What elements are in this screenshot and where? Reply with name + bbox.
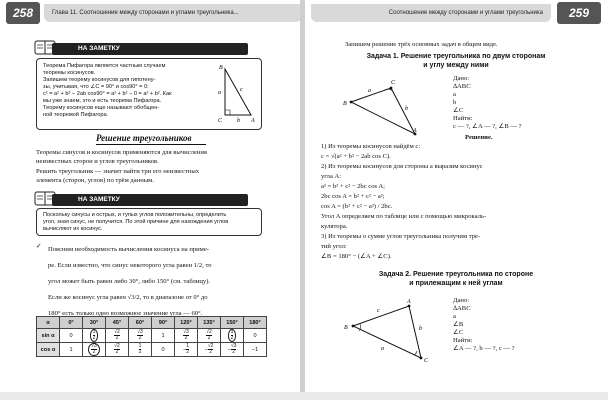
vertex-label-A: A	[413, 128, 417, 134]
table-row-cos	[37, 343, 267, 357]
table-cell: $\frac{√2}{2}$	[198, 329, 221, 343]
table-row-sin	[37, 329, 267, 343]
given-item: ∆ABC	[453, 305, 471, 312]
section-title: Решение треугольников	[96, 133, 192, 143]
task1-solution-title: Решение.	[465, 134, 493, 141]
para2-line: Решить треугольник — значит найти три его неизвестных	[36, 168, 200, 175]
find-title: Найти:	[453, 115, 473, 122]
paragraph-solve-definition	[36, 167, 298, 185]
note2-line: вычисляют их косинус.	[43, 226, 103, 232]
table-header-cell: 60°	[129, 317, 152, 329]
example-line: Если же косинус угла равен √3/2, то в диапазоне от 0° до	[48, 294, 208, 301]
note1-line: теоремы косинусов.	[43, 70, 96, 76]
solution-formula: 2bc cos A = b² + c² − a²;	[321, 193, 385, 200]
given-item: ∆ABC	[453, 83, 471, 90]
solution-step: 3) Из теоремы о сумме углов треугольника получим тре-	[321, 233, 481, 240]
note1-line: Запишем теорему косинусов для гипотену-	[43, 77, 156, 83]
given-item: ∠B	[453, 321, 464, 328]
trig-values-table	[36, 316, 267, 357]
example-line: Поясним необходимость вычисления косинуса на приме-	[48, 246, 209, 253]
given-item: a	[453, 313, 456, 320]
task2-given	[453, 297, 515, 353]
table-cell: −1	[244, 343, 267, 357]
table-header-cell: 30°	[83, 317, 106, 329]
vertex-label-C: C	[391, 80, 396, 86]
solution-formula: a² = b² + c² − 2bc cos A;	[321, 183, 385, 190]
note-tag-1: НА ЗАМЕТКУ	[52, 43, 248, 55]
vertex-label-B: B	[344, 325, 348, 331]
task2-title-line: Задача 2. Решение треугольника по стороне	[378, 271, 534, 278]
right-triangle-figure	[213, 61, 257, 125]
running-head-right: Соотношение между сторонами и углами треугольника	[311, 4, 551, 22]
note2-line: Поскольку синусы и острых, и тупых углов положительны, определить	[43, 212, 227, 218]
intro-line: Запишем решение трёх основных задач в общем виде.	[345, 41, 498, 48]
task2-title-line: и прилежащим к ней углам	[409, 280, 503, 287]
note-box-2	[36, 208, 262, 236]
note1-line: зы, учитывая, что ∠C = 90° и cos90° = 0:	[43, 84, 149, 90]
table-cell: $\frac{√2}{2}$	[106, 329, 129, 343]
example-paragraph	[48, 242, 298, 322]
solution-step: Угол A определяем по таблице или с помощью микрокаль-	[321, 213, 487, 220]
left-page	[0, 0, 300, 392]
task1-title	[321, 52, 591, 70]
given-item: a	[453, 91, 456, 98]
side-label-b: b	[419, 326, 422, 332]
vertex-label-C: C	[218, 118, 223, 124]
circled-value: $\frac{√3}{2}$	[88, 343, 100, 356]
find-title: Найти:	[453, 337, 473, 344]
solution-step: угла A:	[321, 173, 342, 180]
para2-line: элемента (сторон, углов) по трём данным.	[36, 177, 155, 184]
table-row-label: sin α	[37, 329, 60, 343]
vertex-label-A: A	[407, 299, 411, 305]
table-header-row	[37, 317, 267, 329]
table-cell: 0	[244, 329, 267, 343]
circled-value: $\frac{1}{2}$	[228, 329, 237, 342]
table-cell	[83, 343, 106, 357]
table-corner-cell: α	[37, 317, 60, 329]
table-cell: 0	[152, 343, 175, 357]
table-header-cell: 180°	[244, 317, 267, 329]
table-cell: $\frac{√3}{2}$	[175, 329, 198, 343]
circled-value: $\frac{1}{2}$	[90, 329, 99, 342]
table-header-cell: 45°	[106, 317, 129, 329]
find-item: ∠A — ?, b — ?, c — ?	[453, 345, 515, 352]
task1-title-line: Задача 1. Решение треугольника по двум сторонам	[366, 53, 546, 60]
note1-line: c² = a² + b² − 2ab cos90° = a² + b² − 0 = a² + b². Как	[43, 91, 172, 97]
table-cell: $\frac{√3}{2}$	[129, 329, 152, 343]
vertex-label-B: B	[219, 65, 223, 71]
table-cell: 1	[152, 329, 175, 343]
task1-given	[453, 75, 522, 131]
given-item: ∠C	[453, 329, 464, 336]
find-item: c — ?, ∠A — ?, ∠B — ?	[453, 123, 522, 130]
example-line: ре. Если известно, что синус некоторого угла равен 1/2, то	[48, 262, 212, 269]
vertex-label-B: B	[343, 101, 347, 107]
vertex-label-A: A	[251, 118, 255, 124]
given-item: b	[453, 99, 457, 106]
table-cell: 1	[60, 343, 83, 357]
note-tag-2: НА ЗАМЕТКУ	[52, 194, 248, 206]
solution-step: тий угол:	[321, 243, 347, 250]
table-header-cell: 90°	[152, 317, 175, 329]
right-page	[305, 0, 608, 392]
side-label-c: c	[240, 87, 243, 93]
solution-step: кулятора.	[321, 223, 348, 230]
side-label-a: a	[381, 346, 384, 352]
para1-line: неизвестных сторон и углов треугольников.	[36, 158, 159, 165]
example-line: угол может быть равен либо 30°, либо 150° (см. таблицу).	[48, 278, 211, 285]
task1-solution	[321, 142, 601, 262]
side-label-b: b	[237, 118, 240, 124]
table-header-cell: 150°	[221, 317, 244, 329]
note-box-1	[36, 58, 262, 130]
solution-step: 2) Из теоремы косинусов для стороны a выразим косинус	[321, 163, 483, 170]
task2-triangle-figure	[341, 296, 431, 366]
para1-line: Теоремы синусов и косинусов применяются для вычисления	[36, 149, 207, 156]
table-header-cell: 0°	[60, 317, 83, 329]
solution-step: 1) Из теоремы косинусов найдём c:	[321, 143, 421, 150]
given-item: ∠C	[453, 107, 464, 114]
solution-formula: ∠B = 180° − (∠A + ∠C).	[321, 253, 392, 260]
side-label-a: a	[368, 88, 371, 94]
solution-formula: c = √(a² + b² − 2ab cos C).	[321, 153, 391, 160]
note1-line: Теорема Пифагора является частным случаем	[43, 63, 166, 69]
table-cell	[83, 329, 106, 343]
table-cell: − $\frac{1}{2}$	[175, 343, 198, 357]
task1-title-line: и углу между ними	[423, 62, 489, 69]
table-cell: $\frac{√2}{2}$	[106, 343, 129, 357]
note1-line: мы уже знаем, это и есть теорема Пифагора.	[43, 98, 162, 104]
table-header-cell: 120°	[175, 317, 198, 329]
table-header-cell: 135°	[198, 317, 221, 329]
table-cell	[221, 329, 244, 343]
table-cell: $\frac{1}{2}$	[129, 343, 152, 357]
page-number-right: 259	[557, 2, 601, 24]
solution-formula: cos A = (b² + c² − a²) / 2bc.	[321, 203, 393, 210]
example-line: 180° есть только одно возможное значение угла — 60°.	[48, 310, 203, 317]
given-title: Дано:	[453, 75, 470, 82]
running-head-left: Глава 11. Соотношение между сторонами и углами треугольника...	[44, 4, 300, 22]
task2-title	[321, 270, 591, 288]
page-number-left: 258	[6, 2, 40, 24]
side-label-a: a	[218, 90, 221, 96]
table-cell: − $\frac{√3}{2}$	[221, 343, 244, 357]
section-underline	[96, 144, 206, 145]
side-label-c: c	[377, 308, 380, 314]
note1-line: Теорему косинусов еще называют обобщен-	[43, 105, 160, 111]
note1-line: ной теоремой Пифагора.	[43, 112, 109, 118]
table-cell: − $\frac{√2}{2}$	[198, 343, 221, 357]
given-title: Дано:	[453, 297, 470, 304]
table-row-label: cos α	[37, 343, 60, 357]
table-cell: 0	[60, 329, 83, 343]
vertex-label-C: C	[424, 358, 429, 364]
paragraph-theorems	[36, 148, 298, 166]
task1-triangle-figure	[341, 74, 421, 138]
note2-line: угол, зная синус, не получится. По этой причине для нахождения углов	[43, 219, 229, 225]
check-mark-icon: ✓	[36, 243, 42, 250]
side-label-b: b	[405, 106, 408, 112]
